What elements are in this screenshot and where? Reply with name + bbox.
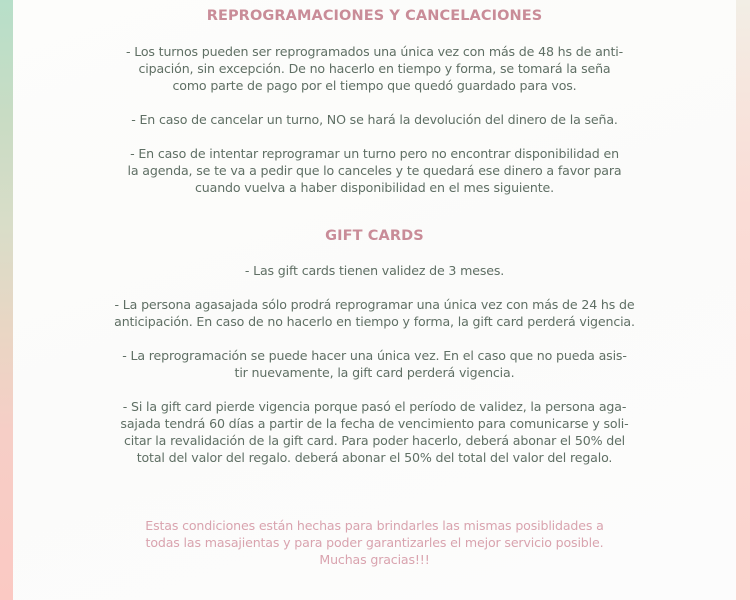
paragraph-reprogramacion-48hs: - Los turnos pueden ser reprogramados una única vez con más de 48 hs de anti- cipación, sin excepción. De no hacerlo en tiempo y forma, se tomará la seña como parte de pago por el tiempo que quedó guardado para vos. — [125, 44, 624, 93]
paragraph-gift-una-vez: - La reprogramación se puede hacer una única vez. En el caso que no pueda asis- tir nuevamente, la gift card perderá vigencia. — [122, 348, 627, 380]
section-title-gift-cards: GIFT CARDS — [325, 228, 424, 244]
paragraph-gift-reprogramar-24hs: - La persona agasajada sólo prodrá reprogramar una única vez con más de 24 hs de anticipación. En caso de no hacerlo en tiempo y forma, la gift card perderá vigencia. — [114, 297, 635, 329]
closing-note: Estas condiciones están hechas para brindarles las mismas posiblidades a todas las masajientas y para poder garantizarles el mejor servicio posible. Muchas gracias!!! — [145, 518, 604, 567]
terms-document — [13, 0, 736, 600]
left-gradient-border — [0, 0, 13, 600]
paragraph-sin-disponibilidad: - En caso de intentar reprogramar un turno pero no encontrar disponibilidad en la agenda, se te va a pedir que lo canceles y te quedará ese dinero a favor para cuando vuelva a haber disponibilidad en el mes siguiente. — [127, 146, 622, 195]
paragraph-cancelacion: - En caso de cancelar un turno, NO se hará la devolución del dinero de la seña. — [131, 112, 618, 127]
paragraph-gift-revalidacion: - Si la gift card pierde vigencia porque pasó el período de validez, la persona aga- sajada tendrá 60 días a partir de la fecha de vencimiento para comunicarse y soli- citar la revalidación de la gift card. Para poder hacerlo, deberá abonar el 50% del total del valor del regalo. deberá abonar el 50% del total del valor del regalo. — [120, 399, 629, 465]
right-gradient-border — [736, 0, 750, 600]
section-title-reprogramaciones: REPROGRAMACIONES Y CANCELACIONES — [206, 8, 543, 24]
paragraph-gift-validez: - Las gift cards tienen validez de 3 meses. — [244, 263, 505, 278]
